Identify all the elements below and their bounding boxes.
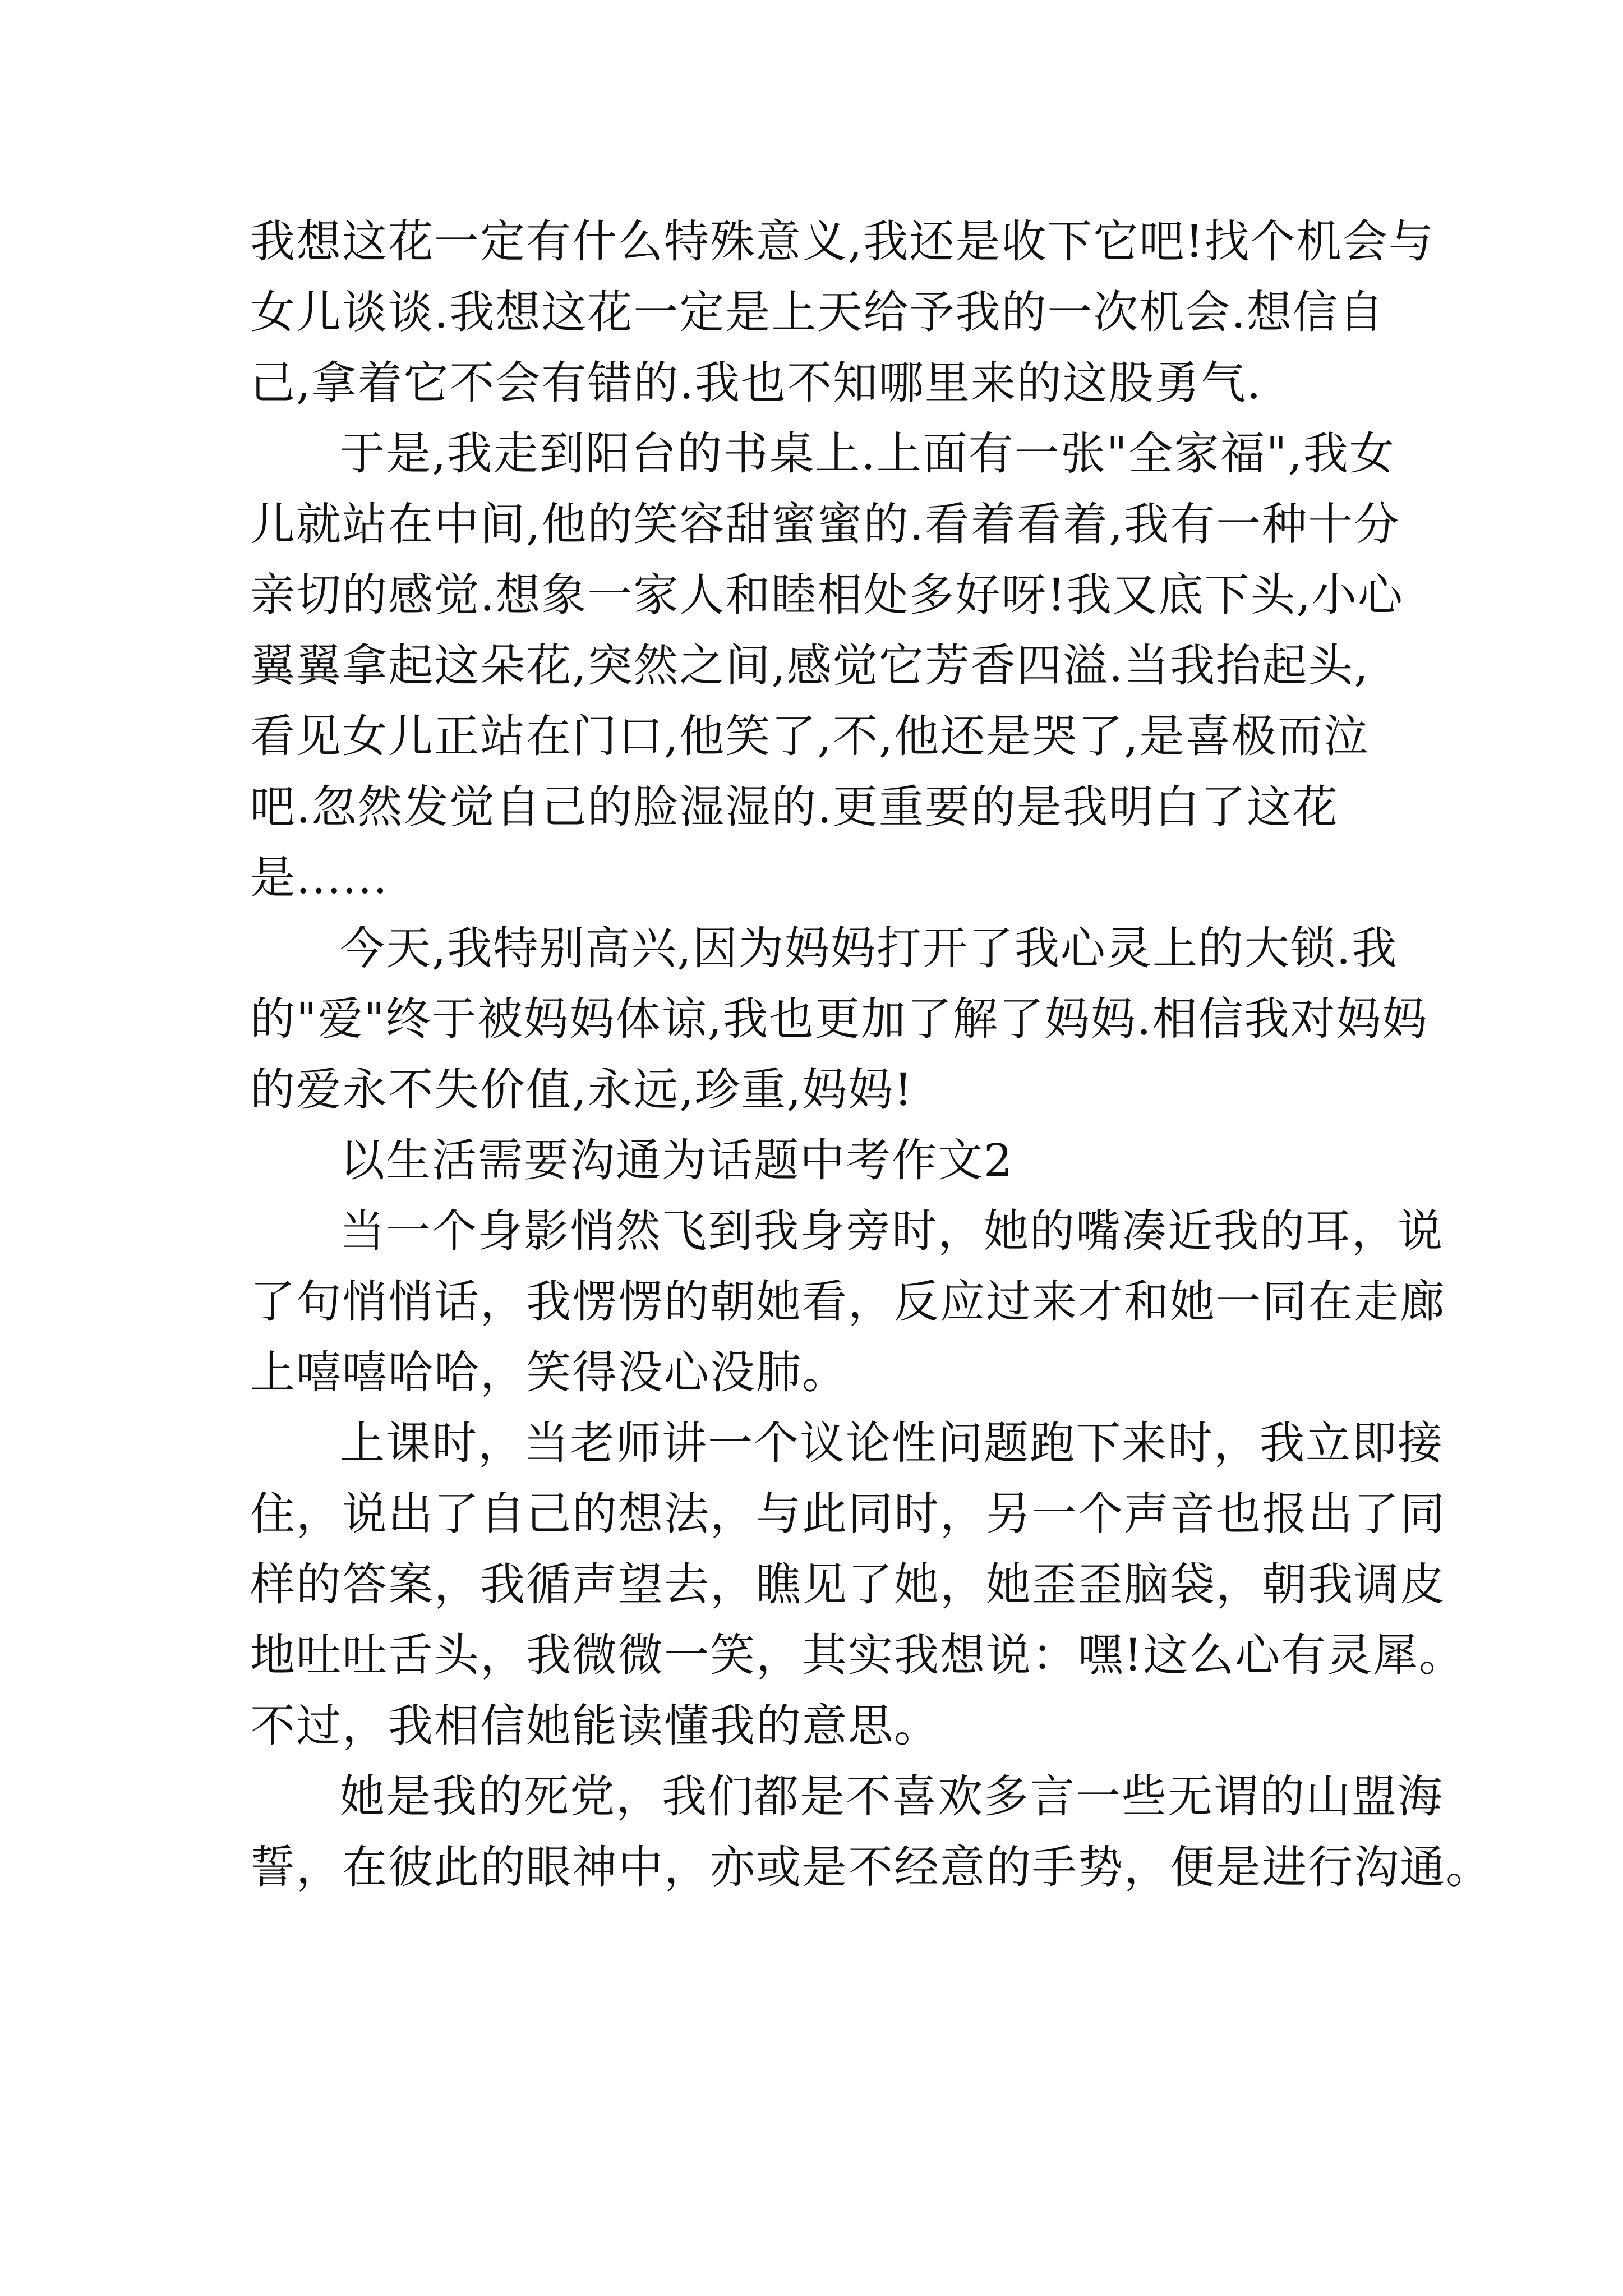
text-line: 吧.忽然发觉自己的脸湿湿的.更重要的是我明白了这花 — [250, 781, 1339, 833]
text-line: 了句悄悄话，我愣愣的朝她看，反应过来才和她一同在走廊 — [250, 1276, 1446, 1328]
document-body — [250, 206, 1492, 1903]
text-line: 己,拿着它不会有错的.我也不知哪里来的这股勇气. — [250, 357, 1262, 409]
text-line: 于是,我走到阳台的书桌上.上面有一张"全家福",我女 — [340, 427, 1395, 480]
text-line: 不过，我相信她能读懂我的意思。 — [250, 1700, 940, 1752]
text-line: 的"爱"终于被妈妈体谅,我也更加了解了妈妈.相信我对妈妈 — [250, 993, 1428, 1045]
text-line: 我想这花一定有什么特殊意义,我还是收下它吧!找个机会与 — [250, 215, 1435, 268]
text-line: 上课时，当老师讲一个议论性问题跑下来时，我立即接 — [340, 1417, 1444, 1469]
text-line: 上嘻嘻哈哈，笑得没心没肺。 — [250, 1346, 848, 1398]
text-line: 翼翼拿起这朵花,突然之间,感觉它芳香四溢.当我抬起头, — [250, 639, 1370, 692]
text-line: 当一个身影悄然飞到我身旁时，她的嘴凑近我的耳，说 — [340, 1205, 1444, 1257]
text-line: 是...... — [250, 852, 389, 904]
text-line: 她是我的死党，我们都是不喜欢多言一些无谓的山盟海 — [340, 1770, 1444, 1823]
text-line: 样的答案，我循声望去，瞧见了她，她歪歪脑袋，朝我调皮 — [250, 1558, 1446, 1611]
text-line: 住，说出了自己的想法，与此同时，另一个声音也报出了同 — [250, 1488, 1446, 1540]
text-line: 儿就站在中间,他的笑容甜蜜蜜的.看着看着,我有一种十分 — [250, 498, 1400, 550]
text-line: 以生活需要沟通为话题中考作文2 — [340, 1134, 1013, 1186]
text-line: 誓，在彼此的眼神中，亦或是不经意的手势，便是进行沟通。 — [250, 1841, 1492, 1893]
text-line: 看见女儿正站在门口,他笑了,不,他还是哭了,是喜极而泣 — [250, 710, 1370, 762]
text-line: 亲切的感觉.想象一家人和睦相处多好呀!我又底下头,小心 — [250, 569, 1404, 621]
text-line: 今天,我特别高兴,因为妈妈打开了我心灵上的大锁.我 — [340, 922, 1398, 974]
text-line: 地吐吐舌头，我微微一笑，其实我想说：嘿!这么心有灵犀。 — [250, 1629, 1465, 1681]
text-line: 的爱永不失价值,永远,珍重,妈妈! — [250, 1064, 914, 1116]
text-line: 女儿谈谈.我想这花一定是上天给予我的一次机会.想信自 — [250, 286, 1385, 338]
